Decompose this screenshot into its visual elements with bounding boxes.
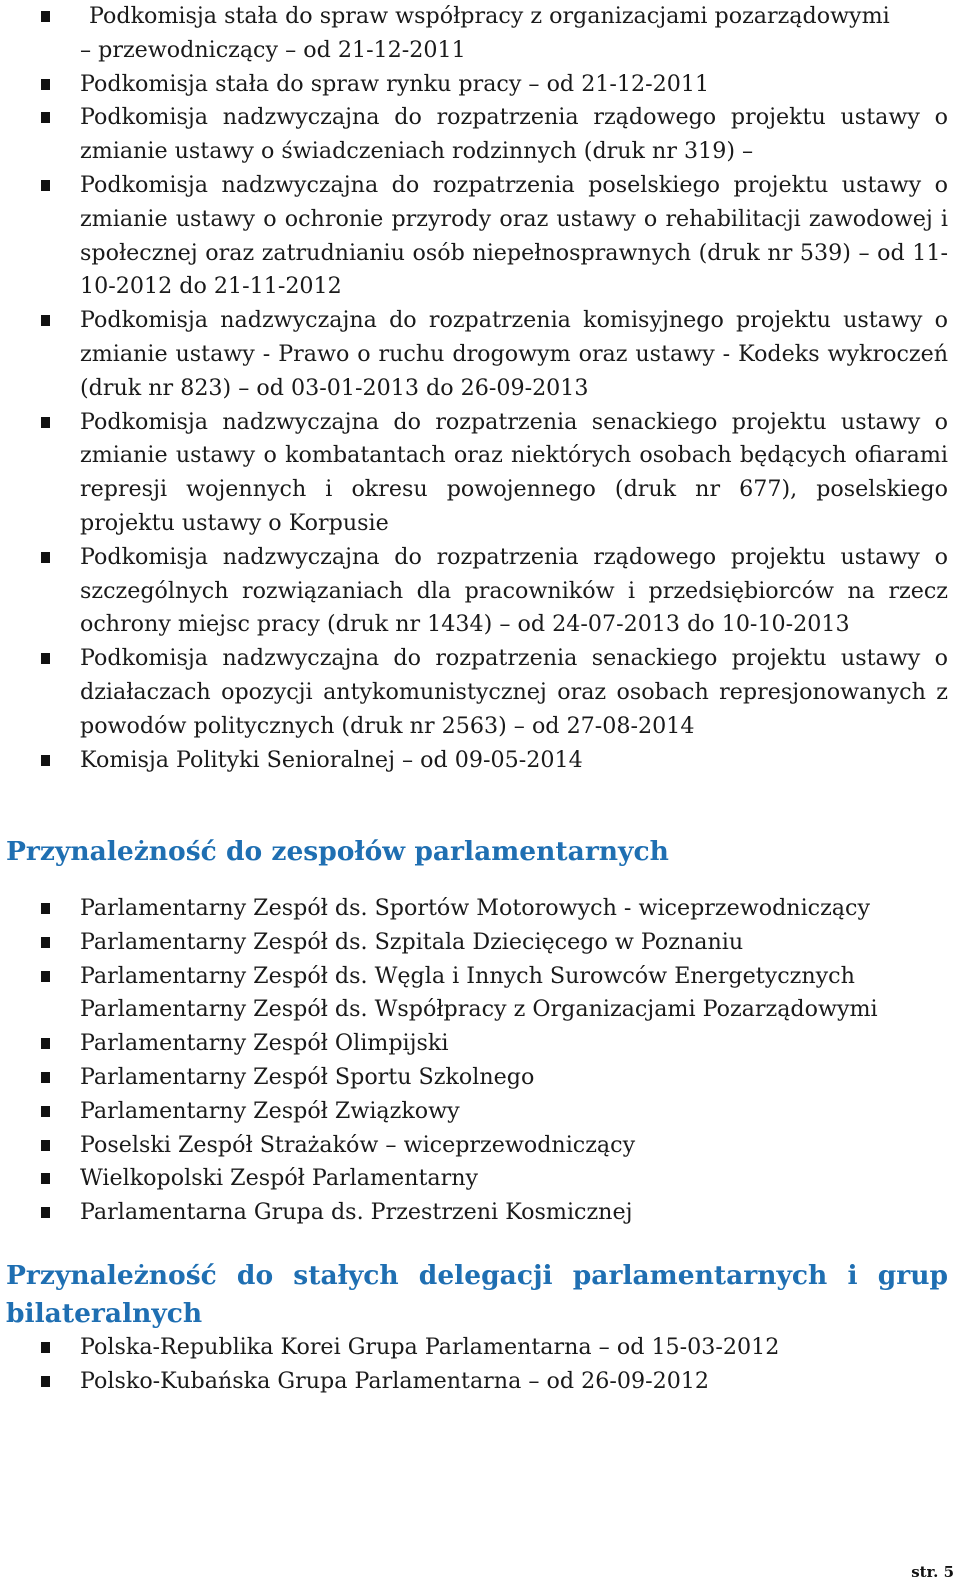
list-item [0,1162,960,1196]
square-bullet-icon [41,971,50,982]
square-bullet-icon [41,315,50,326]
list-item-text: Komisja Polityki Senioralnej – od 09-05-2014 [80,746,583,773]
list-item-text: Podkomisja nadzwyczajna do rozpatrzenia poselskiego projektu ustawy o zmianie ustawy o ochronie przyrody oraz ustawy o rehabilitacji zawodowej i społecznej oraz zatrudnianiu osób niepełnosprawnych (druk nr 539) – od 11-10-2012 do 21-11-2012 [80,171,948,300]
page-number: str. 5 [911,1563,954,1581]
square-bullet-icon [41,653,50,664]
delegations-list [0,1331,960,1399]
section-heading-teams: Przynależność do zespołów parlamentarnych [6,836,669,867]
list-item-text: Parlamentarny Zespół ds. Współpracy z Organizacjami Pozarządowymi [80,996,878,1023]
square-bullet-icon [41,903,50,914]
list-item [0,1365,960,1399]
list-item-text: Parlamentarny Zespół ds. Węgla i Innych Surowców Energetycznych [80,962,855,989]
square-bullet-icon [41,1173,50,1184]
square-bullet-icon [41,417,50,428]
list-item [0,0,960,68]
list-item-text: Parlamentarny Zespół Sportu Szkolnego [80,1063,535,1090]
list-item [0,993,960,1027]
list-item-text: – przewodniczący – od 21-12-2011 [80,36,466,63]
list-item [0,541,960,642]
square-bullet-icon [41,1140,50,1151]
list-item-text: Poselski Zespół Strażaków – wiceprzewodniczący [80,1131,636,1158]
square-bullet-icon [41,1072,50,1083]
square-bullet-icon [41,11,50,22]
list-item [0,642,960,743]
list-item [0,926,960,960]
list-item-text: Parlamentarny Zespół Olimpijski [80,1030,449,1057]
list-item [0,304,960,405]
list-item [0,1061,960,1095]
list-item-text: Podkomisja nadzwyczajna do rozpatrzenia rządowego projektu ustawy o zmianie ustawy o świadczeniach rodzinnych (druk nr 319) – [80,104,948,165]
list-item [0,101,960,169]
square-bullet-icon [41,1342,50,1353]
square-bullet-icon [41,1376,50,1387]
list-item-text: Polsko-Kubańska Grupa Parlamentarna – od 26-09-2012 [80,1367,710,1394]
list-item [0,1129,960,1163]
square-bullet-icon [41,1207,50,1218]
list-item-text: Podkomisja stała do spraw rynku pracy – od 21-12-2011 [80,70,710,97]
list-item [0,1196,960,1230]
square-bullet-icon [41,79,50,90]
list-item-text: Parlamentarny Zespół Związkowy [80,1097,460,1124]
list-item-text: Podkomisja nadzwyczajna do rozpatrzenia senackiego projektu ustawy o zmianie ustawy o kombatantach oraz niektórych osobach będących ofiarami represji wojennych i okresu powojennego (druk nr 677), poselskiego projektu ustawy o Korpusie [80,408,948,536]
list-item-text: Podkomisja nadzwyczajna do rozpatrzenia rządowego projektu ustawy o szczególnych rozwiązaniach dla pracowników i przedsiębiorców na rzecz ochrony miejsc pracy (druk nr 1434) – od 24-07-2013 do 10-10-2013 [80,543,948,638]
square-bullet-icon [41,1038,50,1049]
list-item-text: Podkomisja nadzwyczajna do rozpatrzenia komisyjnego projektu ustawy o zmianie ustawy - Prawo o ruchu drogowym oraz ustawy - Kodeks wykroczeń (druk nr 823) – od 03-01-2013 do 26-09-2013 [80,307,948,401]
teams-list [0,892,960,1230]
section-heading-delegations: Przynależność do stałych delegacji parlamentarnych i grup bilateralnych [6,1260,948,1329]
square-bullet-icon [41,180,50,191]
list-item [0,1027,960,1061]
committee-list [0,0,960,777]
list-item-text: Podkomisja nadzwyczajna do rozpatrzenia senackiego projektu ustawy o działaczach opozycji antykomunistycznej oraz osobach represjonowanych z powodów politycznych (druk nr 2563) – od 27-08-2014 [80,645,948,739]
list-item-text: Parlamentarny Zespół ds. Sportów Motorowych - wiceprzewodniczący [80,895,870,921]
list-item-text: Wielkopolski Zespół Parlamentarny [80,1165,479,1192]
list-item-text: Parlamentarna Grupa ds. Przestrzeni Kosmicznej [80,1199,633,1226]
list-item-text: Podkomisja stała do spraw współpracy z organizacjami pozarządowymi [89,3,890,29]
square-bullet-icon [41,552,50,563]
list-item [0,744,960,778]
list-item [0,960,960,994]
square-bullet-icon [41,1106,50,1117]
square-bullet-icon [41,937,50,948]
square-bullet-icon [41,112,50,123]
list-item [0,169,960,304]
list-item [0,1331,960,1365]
square-bullet-icon [41,755,50,766]
list-item [0,68,960,102]
list-item [0,406,960,541]
list-item [0,892,960,926]
list-item-text: Polska-Republika Korei Grupa Parlamentarna – od 15-03-2012 [80,1334,780,1360]
list-item-text: Parlamentarny Zespół ds. Szpitala Dziecięcego w Poznaniu [80,928,744,955]
list-item [0,1095,960,1129]
